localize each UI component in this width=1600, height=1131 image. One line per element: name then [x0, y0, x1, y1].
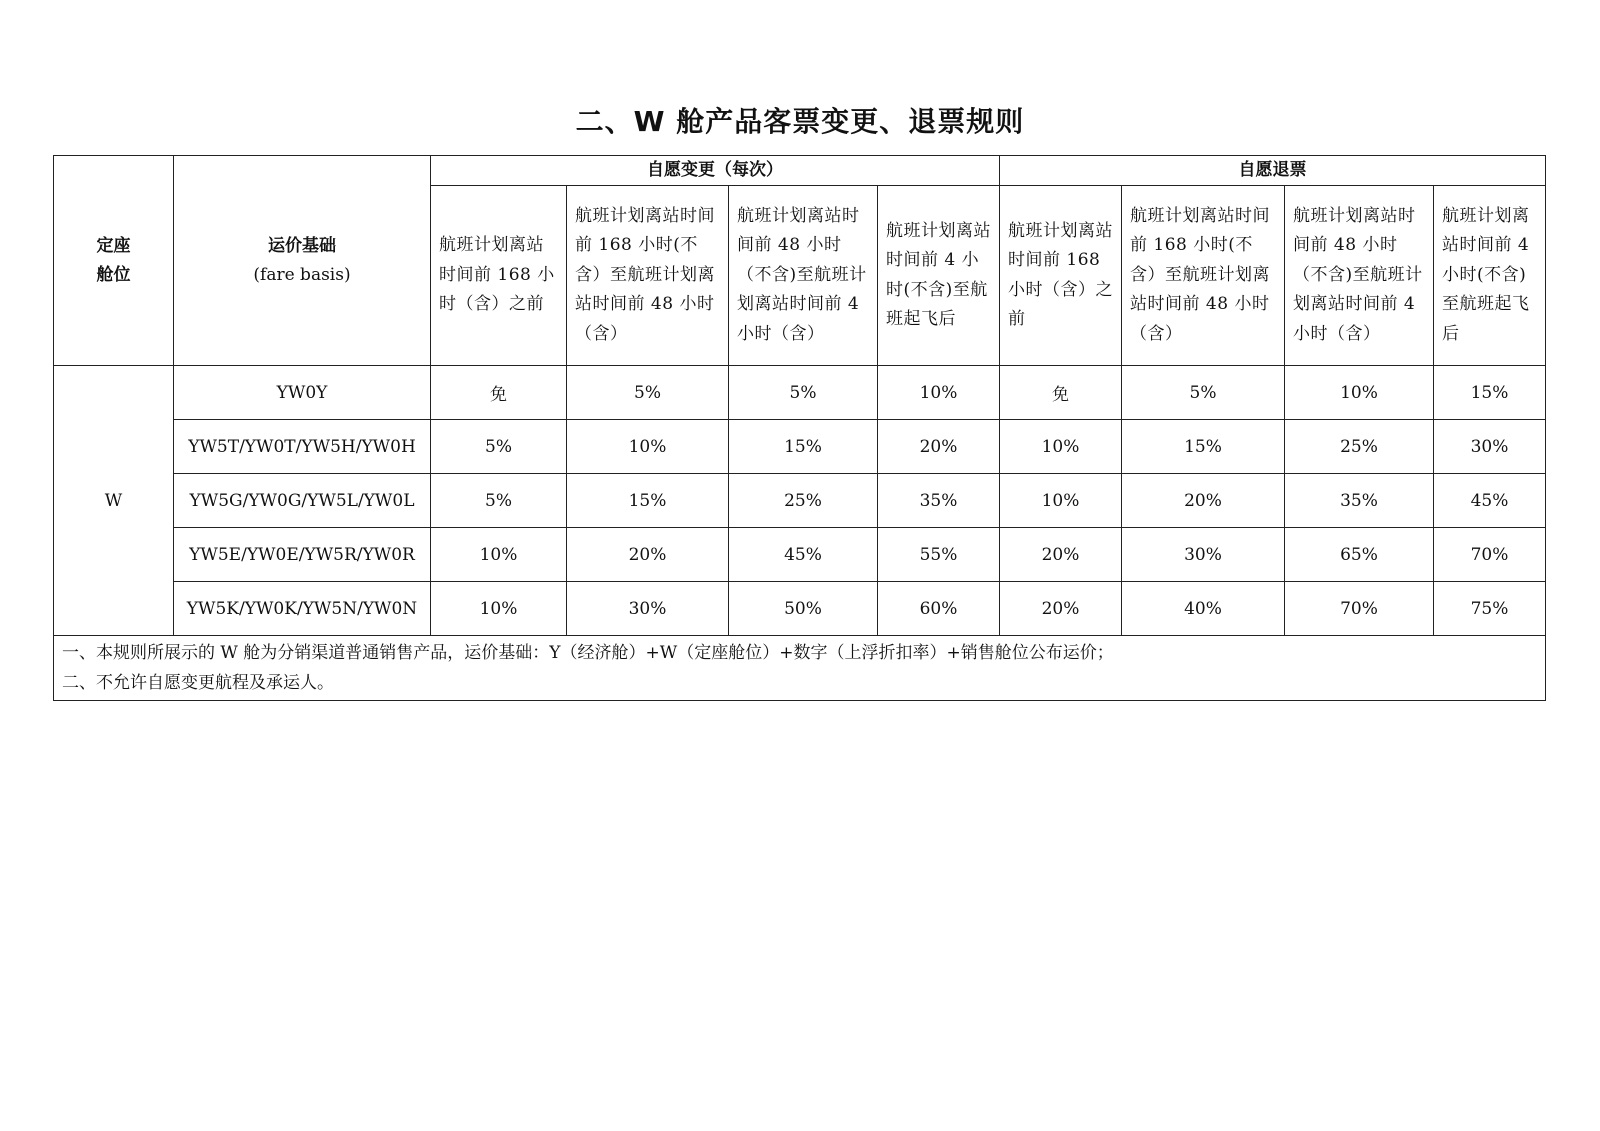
fare-basis-cell: YW0Y	[174, 366, 431, 420]
header-refund-col: 航班计划离站时间前 48 小时（不含)至航班计划离站时间前 4 小时（含）	[1285, 186, 1434, 366]
header-change-col: 航班计划离站时间前 48 小时（不含)至航班计划离站时间前 4 小时（含）	[729, 186, 878, 366]
note-line: 二、不允许自愿变更航程及承运人。	[62, 673, 334, 693]
change-fee-cell: 25%	[729, 474, 878, 528]
table-row	[54, 582, 1546, 636]
fare-basis-cell: YW5E/YW0E/YW5R/YW0R	[174, 528, 431, 582]
page-title: 二、W 舱产品客票变更、退票规则	[575, 105, 1025, 138]
header-cabin-line2: 舱位	[96, 264, 131, 285]
rules-table	[53, 155, 1546, 701]
refund-fee-cell: 65%	[1285, 528, 1434, 582]
change-fee-cell: 50%	[729, 582, 878, 636]
change-fee-cell: 60%	[878, 582, 1000, 636]
change-fee-cell: 15%	[729, 420, 878, 474]
fare-basis-cell: YW5K/YW0K/YW5N/YW0N	[174, 582, 431, 636]
change-fee-cell: 10%	[878, 366, 1000, 420]
refund-fee-cell: 10%	[1285, 366, 1434, 420]
refund-fee-cell: 70%	[1434, 528, 1546, 582]
change-fee-cell: 10%	[567, 420, 729, 474]
change-fee-cell: 30%	[567, 582, 729, 636]
refund-fee-cell: 15%	[1434, 366, 1546, 420]
header-group-refund: 自愿退票	[1000, 156, 1546, 186]
change-fee-cell: 10%	[431, 582, 567, 636]
header-change-col: 航班计划离站时间前 168 小时(不含）至航班计划离站时间前 48 小时（含）	[567, 186, 729, 366]
change-fee-cell: 5%	[567, 366, 729, 420]
refund-fee-cell: 免	[1000, 366, 1122, 420]
refund-fee-cell: 25%	[1285, 420, 1434, 474]
notes-cell	[54, 636, 1546, 701]
refund-fee-cell: 30%	[1434, 420, 1546, 474]
header-fare-basis-label: 运价基础	[268, 235, 336, 256]
change-fee-cell: 20%	[567, 528, 729, 582]
header-row-groups	[54, 156, 1546, 186]
refund-fee-cell: 10%	[1000, 420, 1122, 474]
refund-fee-cell: 45%	[1434, 474, 1546, 528]
fare-basis-cell: YW5T/YW0T/YW5H/YW0H	[174, 420, 431, 474]
refund-fee-cell: 20%	[1000, 582, 1122, 636]
header-refund-col: 航班计划离站时间前 168 小时(不含）至航班计划离站时间前 48 小时（含）	[1122, 186, 1285, 366]
header-refund-col: 航班计划离站时间前 4 小时(不含)至航班起飞后	[1434, 186, 1546, 366]
table-row	[54, 366, 1546, 420]
change-fee-cell: 5%	[729, 366, 878, 420]
change-fee-cell: 5%	[431, 474, 567, 528]
refund-fee-cell: 15%	[1122, 420, 1285, 474]
refund-fee-cell: 20%	[1000, 528, 1122, 582]
refund-fee-cell: 75%	[1434, 582, 1546, 636]
header-cabin	[54, 156, 174, 366]
header-change-col: 航班计划离站时间前 168 小时（含）之前	[431, 186, 567, 366]
refund-fee-cell: 70%	[1285, 582, 1434, 636]
change-fee-cell: 45%	[729, 528, 878, 582]
refund-fee-cell: 20%	[1122, 474, 1285, 528]
refund-fee-cell: 40%	[1122, 582, 1285, 636]
table-row	[54, 528, 1546, 582]
fare-basis-cell: YW5G/YW0G/YW5L/YW0L	[174, 474, 431, 528]
change-fee-cell: 20%	[878, 420, 1000, 474]
refund-fee-cell: 5%	[1122, 366, 1285, 420]
change-fee-cell: 5%	[431, 420, 567, 474]
refund-fee-cell: 30%	[1122, 528, 1285, 582]
header-fare-basis-en: (fare basis)	[253, 264, 351, 285]
notes-row	[54, 636, 1546, 701]
header-group-change: 自愿变更（每次）	[431, 156, 1000, 186]
change-fee-cell: 10%	[431, 528, 567, 582]
change-fee-cell: 55%	[878, 528, 1000, 582]
change-fee-cell: 35%	[878, 474, 1000, 528]
header-refund-col: 航班计划离站时间前 168 小时（含）之前	[1000, 186, 1122, 366]
refund-fee-cell: 35%	[1285, 474, 1434, 528]
table-row	[54, 474, 1546, 528]
header-change-col: 航班计划离站时间前 4 小时(不含)至航班起飞后	[878, 186, 1000, 366]
change-fee-cell: 免	[431, 366, 567, 420]
refund-fee-cell: 10%	[1000, 474, 1122, 528]
change-fee-cell: 15%	[567, 474, 729, 528]
header-fare-basis	[174, 156, 431, 366]
cabin-cell: W	[54, 366, 174, 636]
header-cabin-line1: 定座	[96, 235, 131, 256]
table-row	[54, 420, 1546, 474]
note-line: 一、本规则所展示的 W 舱为分销渠道普通销售产品，运价基础：Y（经济舱）+W（定座舱位）+数字（上浮折扣率）+销售舱位公布运价；	[62, 643, 1114, 663]
